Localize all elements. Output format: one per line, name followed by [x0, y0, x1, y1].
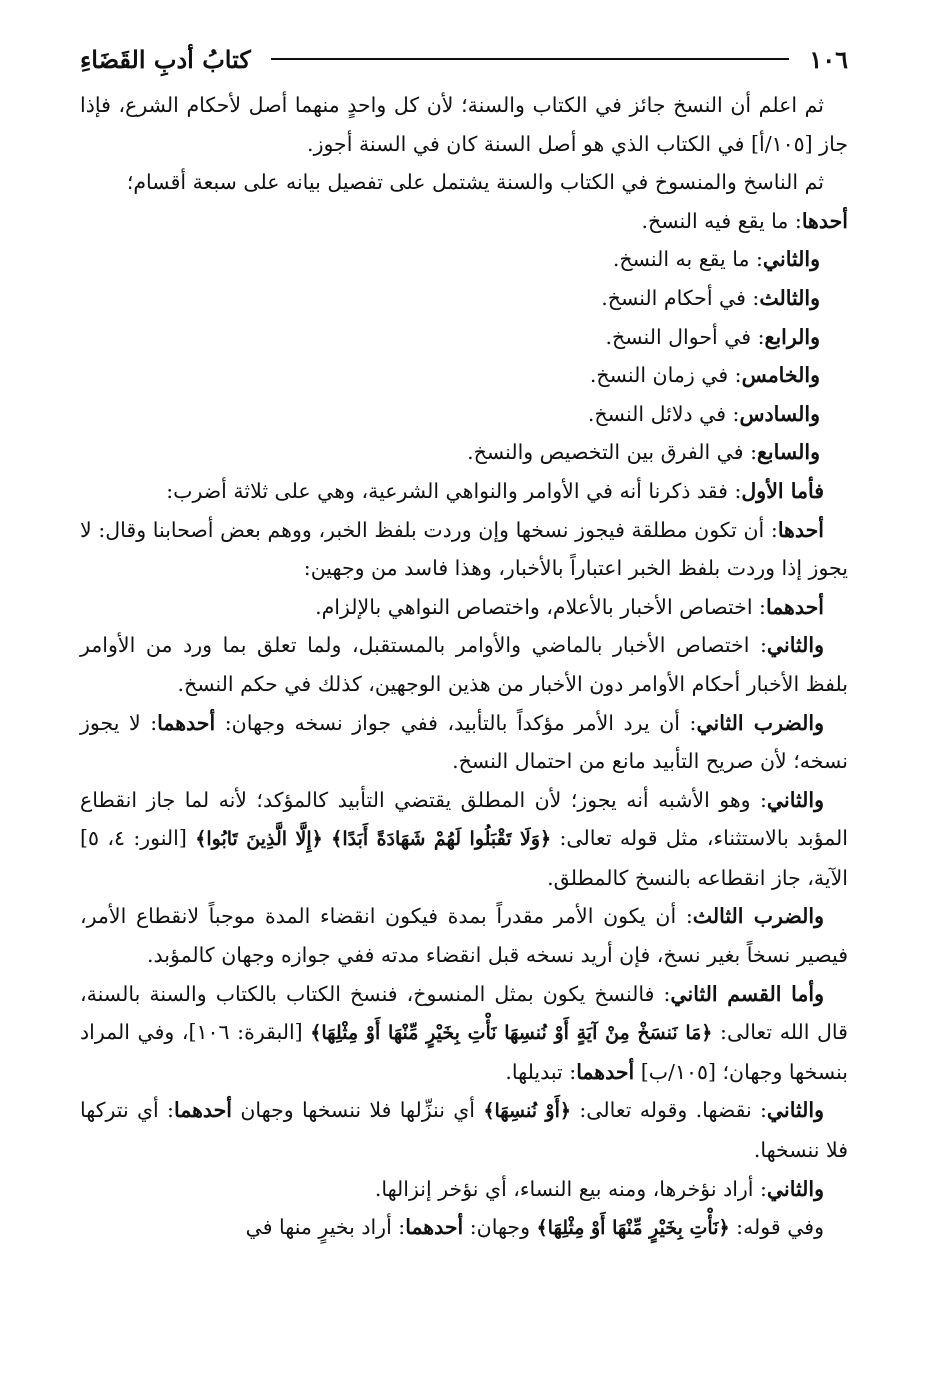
keyword: والثاني: [766, 1098, 824, 1123]
text-segment: وفي قوله:: [729, 1215, 824, 1240]
paragraph: [80, 202, 848, 241]
paragraph: [80, 472, 848, 511]
paragraph: [80, 318, 848, 357]
keyword: والثاني: [766, 1176, 824, 1201]
quran-verse: ﴿وَلَا تَقْبَلُوا لَهُمْ شَهَادَةً أَبَدًا﴾ ﴿إِلَّا الَّذِينَ تَابُوا﴾: [195, 828, 552, 851]
quran-verse: ﴿نَأْتِ بِخَيْرٍ مِّنْهَا أَوْ مِثْلِهَا﴾: [536, 1217, 730, 1240]
text-segment: : في أحكام النسخ.: [601, 285, 760, 310]
keyword: والثاني: [766, 633, 824, 658]
text-segment: : أن تكون مطلقة فيجوز نسخها وإن وردت بلفظ الخبر، ووهم بعض أصحابنا وقال: لا يجوز إذا وردت بلفظ الخبر اعتباراً بالأخبار، وهذا فاسد من وجهين:: [80, 517, 848, 581]
text-segment: : فالنسخ يكون بمثل المنسوخ، فنسخ الكتاب بالكتاب والسنة بالسنة، قال الله تعالى:: [80, 981, 848, 1045]
text-segment: : فقد ذكرنا أنه في الأوامر والنواهي الشرعية، وهي على ثلاثة أضرب:: [166, 478, 742, 503]
paragraph: [80, 704, 848, 781]
text-segment: : أراد بخيرٍ منها في: [245, 1215, 406, 1240]
book-title: كتابُ أدبِ القَضَاءِ: [80, 44, 251, 74]
text-segment: : لا يجوز نسخه؛ لأن صريح التأبيد مانع من احتمال النسخ.: [80, 710, 848, 774]
paragraph: [80, 433, 848, 472]
text-segment: : أراد نؤخرها، ومنه بيع النساء، أي نؤخر إنزالها.: [374, 1176, 767, 1201]
paragraph: [80, 279, 848, 318]
text-segment: وجهان:: [463, 1215, 537, 1240]
keyword: والضرب الثالث: [692, 904, 824, 929]
text-segment: : في دلائل النسخ.: [587, 401, 740, 426]
keyword: أحدهما: [173, 1098, 233, 1123]
keyword: أحدهما: [576, 1059, 635, 1084]
text-segment: : أن يرد الأمر مؤكداً بالتأبيد، ففي جواز نسخه وجهان:: [215, 710, 697, 735]
paragraph: [80, 1091, 848, 1169]
text-segment: [البقرة: ١٠٦]، وفي المراد بنسخها وجهان؛ [١٠٥/ب]: [80, 1020, 848, 1084]
text-segment: [النور: ٤، ٥] الآية، جاز انقطاعه بالنسخ كالمطلق.: [80, 826, 848, 890]
keyword: فأما الأول: [741, 478, 824, 503]
text-segment: : نقضها. وقوله تعالى:: [571, 1098, 767, 1123]
keyword: أحدهما: [157, 710, 216, 735]
paragraph: [80, 240, 848, 279]
paragraph: [80, 395, 848, 434]
page-header: [80, 38, 848, 80]
quran-verse: ﴿أَوْ نُنسِهَا﴾: [483, 1100, 572, 1123]
keyword: أحدها: [777, 517, 824, 542]
text-segment: : اختصاص الأخبار بالماضي والأوامر بالمستقبل، ولما تعلق بما ورد من الأوامر بلفظ الأخبار أحكام الأوامر دون الأخبار من هذين الوجهين، كذلك في حكم النسخ.: [80, 633, 848, 696]
keyword: وأما القسم الثاني: [670, 981, 824, 1006]
text-segment: : ما يقع فيه النسخ.: [641, 208, 802, 233]
keyword: والضرب الثاني: [696, 710, 825, 735]
document-body: [80, 86, 848, 1248]
keyword: والثاني: [766, 787, 824, 812]
text-segment: : أي نتركها فلا ننسخها.: [80, 1098, 848, 1163]
text-segment: : ما يقع به النسخ.: [612, 247, 763, 272]
text-segment: : أن يكون الأمر مقدراً بمدة فيكون انقضاء المدة موجباً لانقطاع الأمر، فيصير نسخاً بغير نسخ، فإن أريد نسخه قبل انقضاء مدته ففي جوازه وجهان كالمؤبد.: [80, 904, 848, 968]
page-number: ١٠٦: [809, 44, 848, 74]
keyword: والثاني: [762, 247, 820, 272]
paragraph: [80, 1208, 848, 1248]
text-segment: ثم الناسخ والمنسوخ في الكتاب والسنة يشتمل على تفصيل بيانه على سبعة أقسام؛: [126, 170, 824, 195]
keyword: أحدهما: [405, 1215, 464, 1240]
keyword: والسادس: [739, 401, 820, 426]
text-segment: : تبديلها.: [505, 1059, 577, 1084]
keyword: والثالث: [759, 285, 820, 310]
paragraph: [80, 163, 848, 202]
text-segment: : في أحوال النسخ.: [605, 324, 765, 349]
text-segment: : في زمان النسخ.: [589, 363, 742, 388]
keyword: والسابع: [757, 440, 820, 465]
quran-verse: ﴿مَا نَنسَخْ مِنْ آيَةٍ أَوْ نُنسِهَا نَأْتِ بِخَيْرٍ مِّنْهَا أَوْ مِثْلِهَا﴾: [310, 1022, 713, 1045]
text-segment: أي ننزِّلها فلا ننسخها وجهان: [232, 1098, 484, 1123]
paragraph: [80, 511, 848, 588]
header-rule: [271, 58, 790, 60]
paragraph: [80, 356, 848, 395]
paragraph: [80, 86, 848, 163]
text-segment: : اختصاص الأخبار بالأعلام، واختصاص النواهي بالإلزام.: [315, 594, 766, 619]
paragraph: [80, 626, 848, 703]
paragraph: [80, 588, 848, 627]
keyword: أحدها: [801, 208, 848, 233]
paragraph: [80, 975, 848, 1092]
paragraph: [80, 1170, 848, 1209]
text-segment: : وهو الأشبه أنه يجوز؛ لأن المطلق يقتضي التأبيد كالمؤكد؛ لأنه لما جاز انقطاع المؤبد بالاستثناء، مثل قوله تعالى:: [80, 787, 848, 851]
paragraph: [80, 781, 848, 898]
text-segment: : في الفرق بين التخصيص والنسخ.: [467, 440, 757, 465]
paragraph: [80, 897, 848, 974]
text-segment: ثم اعلم أن النسخ جائز في الكتاب والسنة؛ لأن كل واحدٍ منهما أصل لأحكام الشرع، فإذا جاز [١٠٥/أ] في الكتاب الذي هو أصل السنة كان في السنة أجوز.: [80, 93, 848, 156]
keyword: أحدهما: [765, 594, 824, 619]
keyword: والخامس: [741, 363, 820, 388]
keyword: والرابع: [764, 324, 820, 349]
